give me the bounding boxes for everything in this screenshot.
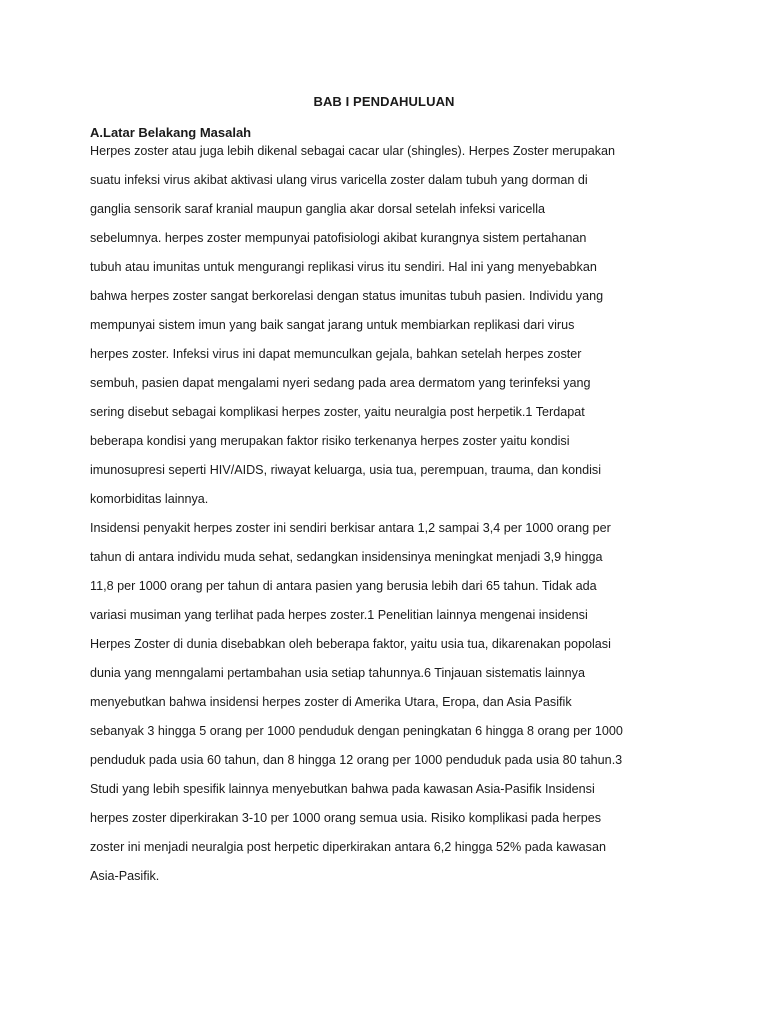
text-line: sebanyak 3 hingga 5 orang per 1000 penduduk dengan peningkatan 6 hingga 8 orang per 1000 xyxy=(90,724,623,738)
text-line: sebelumnya. herpes zoster mempunyai patofisiologi akibat kurangnya sistem pertahanan xyxy=(90,231,587,245)
text-line: variasi musiman yang terlihat pada herpes zoster.1 Penelitian lainnya mengenai insidensi xyxy=(90,608,588,622)
text-line: Studi yang lebih spesifik lainnya menyebutkan bahwa pada kawasan Asia-Pasifik Insidensi xyxy=(90,782,595,796)
text-line: dunia yang menngalami pertambahan usia setiap tahunnya.6 Tinjauan sistematis lainnya xyxy=(90,666,585,680)
text-line: mempunyai sistem imun yang baik sangat jarang untuk membiarkan replikasi dari virus xyxy=(90,318,575,332)
text-line: ganglia sensorik saraf kranial maupun ganglia akar dorsal setelah infeksi varicella xyxy=(90,202,546,216)
text-line: suatu infeksi virus akibat aktivasi ulang virus varicella zoster dalam tubuh yang dorman di xyxy=(90,173,588,187)
text-line: bahwa herpes zoster sangat berkorelasi dengan status imunitas tubuh pasien. Individu yang xyxy=(90,289,604,303)
text-line: Herpes Zoster di dunia disebabkan oleh beberapa faktor, yaitu usia tua, dikarenakan popolasi xyxy=(90,637,611,651)
text-line: tubuh atau imunitas untuk mengurangi replikasi virus itu sendiri. Hal ini yang menyebabkan xyxy=(90,260,597,274)
text-line: Insidensi penyakit herpes zoster ini sendiri berkisar antara 1,2 sampai 3,4 per 1000 orang per xyxy=(90,521,611,535)
text-line: penduduk pada usia 60 tahun, dan 8 hingga 12 orang per 1000 penduduk pada usia 80 tahun.3 xyxy=(90,753,623,767)
text-line: menyebutkan bahwa insidensi herpes zoster di Amerika Utara, Eropa, dan Asia Pasifik xyxy=(90,695,572,709)
text-line: imunosupresi seperti HIV/AIDS, riwayat keluarga, usia tua, perempuan, trauma, dan kondisi xyxy=(90,463,601,477)
text-line: sering disebut sebagai komplikasi herpes zoster, yaitu neuralgia post herpetik.1 Terdapat xyxy=(90,405,585,419)
page-title: BAB I PENDAHULUAN xyxy=(313,94,455,109)
text-line: herpes zoster diperkirakan 3-10 per 1000 orang semua usia. Risiko komplikasi pada herpes xyxy=(90,811,602,825)
text-line: beberapa kondisi yang merupakan faktor risiko terkenanya herpes zoster yaitu kondisi xyxy=(90,434,570,448)
text-line: sembuh, pasien dapat mengalami nyeri sedang pada area dermatom yang terinfeksi yang xyxy=(90,376,591,390)
text-line: 11,8 per 1000 orang per tahun di antara pasien yang berusia lebih dari 65 tahun. Tidak ada xyxy=(90,579,597,593)
text-line: herpes zoster. Infeksi virus ini dapat memunculkan gejala, bahkan setelah herpes zoster xyxy=(90,347,582,361)
text-line: Asia-Pasifik. xyxy=(90,869,160,883)
section-heading: A.Latar Belakang Masalah xyxy=(90,125,252,140)
text-line: zoster ini menjadi neuralgia post herpetic diperkirakan antara 6,2 hingga 52% pada kawasan xyxy=(90,840,606,854)
text-line: komorbiditas lainnya. xyxy=(90,492,209,506)
text-line: Herpes zoster atau juga lebih dikenal sebagai cacar ular (shingles). Herpes Zoster merupakan xyxy=(90,144,616,158)
text-line: tahun di antara individu muda sehat, sedangkan insidensinya meningkat menjadi 3,9 hingga xyxy=(90,550,603,564)
